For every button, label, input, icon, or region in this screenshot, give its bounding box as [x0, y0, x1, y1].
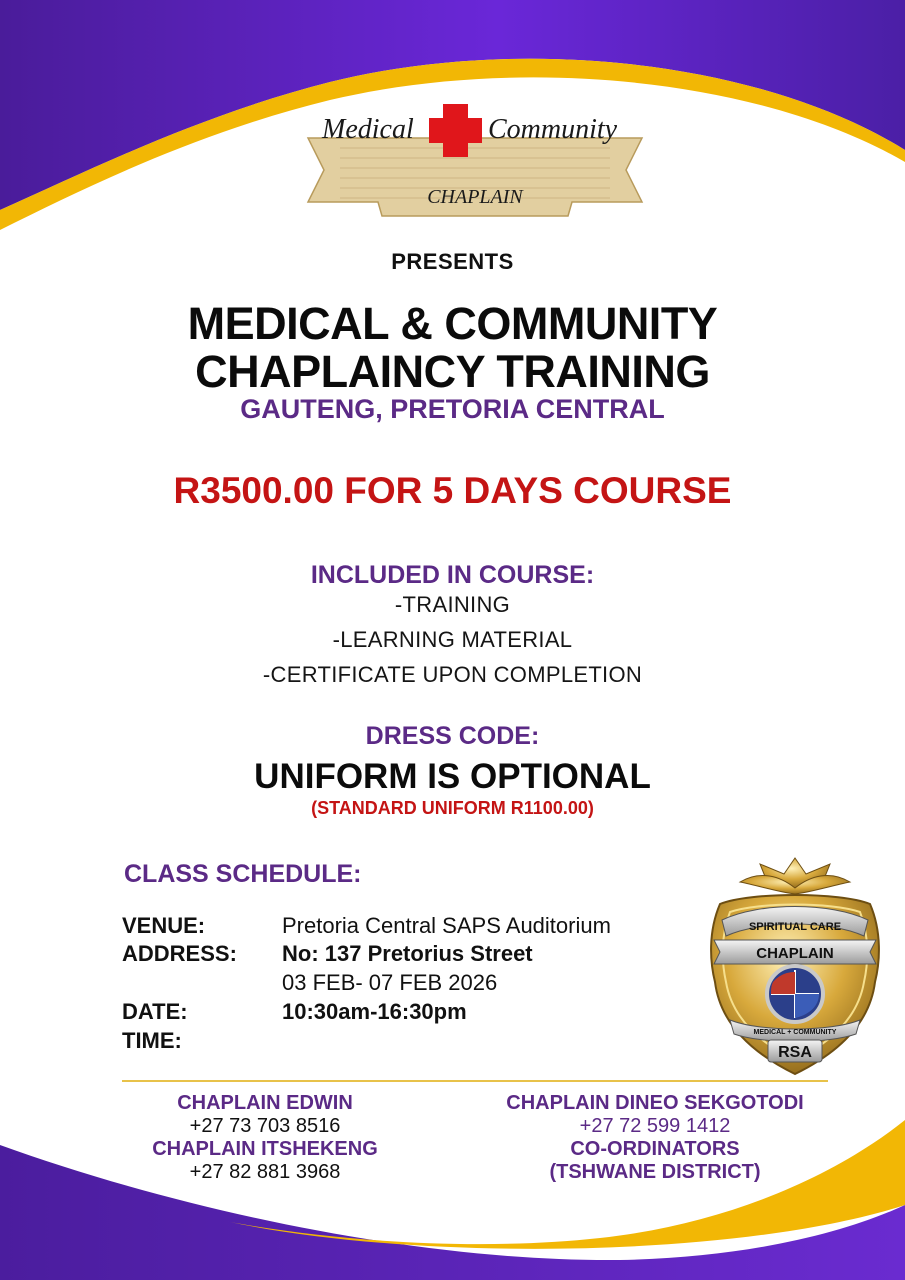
- badge-arc-text: SPIRITUAL CARE: [748, 921, 842, 933]
- logo-medical-text: Medical: [322, 114, 414, 145]
- address-value: No: 137 Pretorius Street: [282, 941, 533, 966]
- location-subtitle: GAUTENG, PRETORIA CENTRAL: [240, 394, 665, 424]
- course-title-line-1: MEDICAL & COMMUNITY: [187, 298, 718, 349]
- coordinators-district: (TSHWANE DISTRICT): [549, 1161, 761, 1183]
- date-value: 03 FEB- 07 FEB 2026: [282, 970, 498, 995]
- included-item: -CERTIFICATE UPON COMPLETION: [262, 662, 643, 687]
- time-label: TIME:: [122, 1028, 182, 1053]
- date-label: DATE:: [122, 999, 188, 1024]
- badge-banner-text: CHAPLAIN: [756, 945, 834, 962]
- venue-label: VENUE:: [122, 913, 206, 938]
- included-item: -TRAINING: [394, 592, 511, 617]
- presents-text: PRESENTS: [391, 249, 514, 274]
- badge-lower-text: MEDICAL + COMMUNITY: [753, 1029, 837, 1036]
- chaplain-badge: [700, 852, 890, 1082]
- price-text: R3500.00 FOR 5 DAYS COURSE: [173, 470, 732, 511]
- logo-chaplain-text: CHAPLAIN: [427, 186, 523, 208]
- contact-name: CHAPLAIN DINEO SEKGOTODI: [506, 1092, 804, 1114]
- divider-line: [122, 1080, 828, 1082]
- time-value: 10:30am-16:30pm: [282, 999, 467, 1024]
- contact-name: CHAPLAIN ITSHEKENG: [152, 1138, 378, 1160]
- address-label: ADDRESS:: [122, 941, 237, 966]
- contact-name: CHAPLAIN EDWIN: [177, 1092, 353, 1114]
- logo-community-text: Community: [488, 114, 618, 145]
- included-heading: INCLUDED IN COURSE:: [310, 561, 595, 589]
- coordinators-role: CO-ORDINATORS: [570, 1138, 740, 1160]
- contact-phone: +27 72 599 1412: [579, 1115, 731, 1137]
- contact-phone: +27 82 881 3968: [189, 1161, 341, 1183]
- uniform-price-note: (STANDARD UNIFORM R1100.00): [311, 798, 594, 818]
- chaplain-logo: [300, 96, 650, 226]
- course-title-line-2: CHAPLAINCY TRAINING: [195, 346, 710, 397]
- class-schedule-heading: CLASS SCHEDULE:: [124, 860, 362, 888]
- included-item: -LEARNING MATERIAL: [332, 627, 573, 652]
- course-title: [0, 300, 905, 396]
- badge-shield-icon: [767, 966, 823, 1022]
- dress-code-heading: DRESS CODE:: [365, 722, 540, 750]
- venue-value: Pretoria Central SAPS Auditorium: [282, 913, 611, 938]
- eagle-crest-icon: [740, 858, 850, 894]
- contact-phone: +27 73 703 8516: [189, 1115, 341, 1137]
- badge-rsa-text: RSA: [778, 1044, 812, 1061]
- uniform-text: UNIFORM IS OPTIONAL: [254, 757, 651, 796]
